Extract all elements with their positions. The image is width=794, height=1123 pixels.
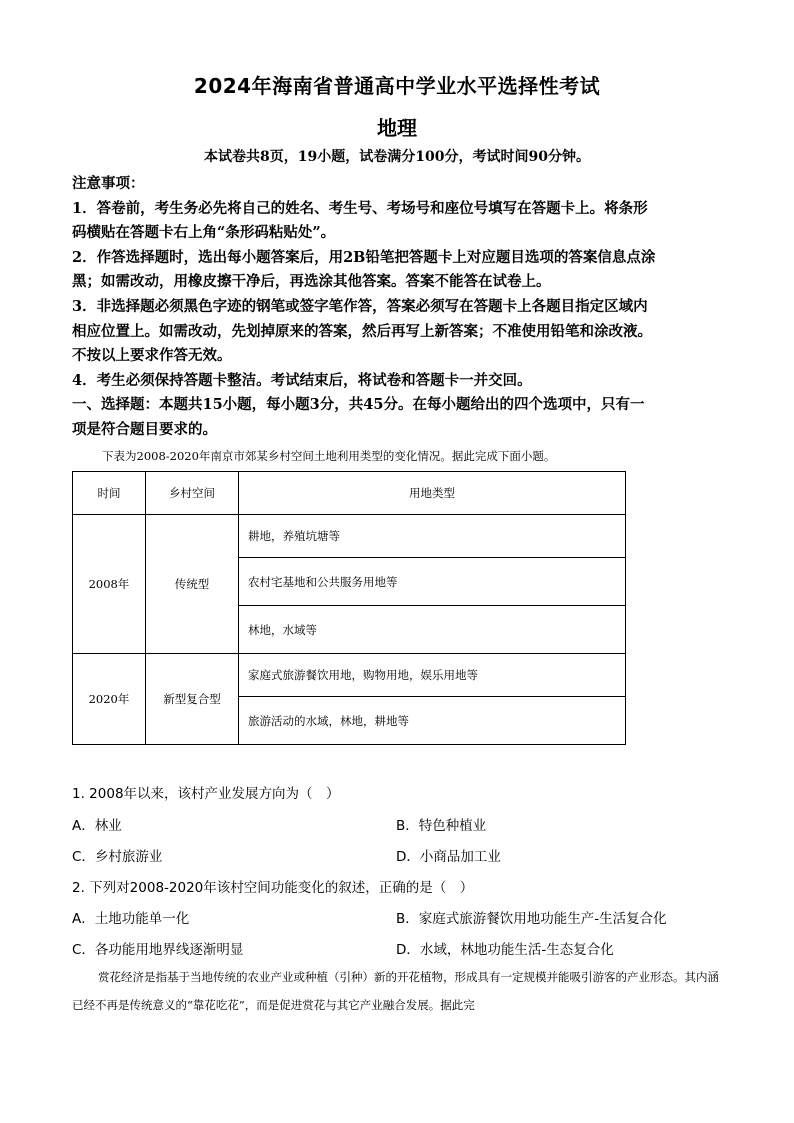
cell-use: 耕地，养殖坑塘等 <box>239 515 626 558</box>
section-heading: 一、选择题：本题共15小题，每小题3分，共45分。在每小题给出的四个选项中，只有一 <box>72 396 645 414</box>
cell-time: 2020年 <box>73 654 146 745</box>
notes-section <box>72 172 732 443</box>
cell-use: 林地，水域等 <box>239 606 626 654</box>
exam-info: 本试卷共8页，19小题，试卷满分100分，考试时间90分钟。 <box>204 149 590 165</box>
notes-line: 4．考生必须保持答题卡整洁。考试结束后，将试卷和答题卡一并交回。 <box>72 371 532 389</box>
option-c: C．乡村旅游业 <box>72 849 163 865</box>
table-row <box>73 515 626 558</box>
option-a: A．土地功能单一化 <box>72 911 190 927</box>
option-d: D．小商品加工业 <box>396 849 501 865</box>
header-use: 用地类型 <box>239 472 626 515</box>
notes-line: 不按以上要求作答无效。 <box>72 347 232 365</box>
reading-paragraph: 赏花经济是指基于当地传统的农业产业或种植（引种）新的开花植物，形成具有一定规模并能吸引游客的产业形态。其内涵已经不再是传统意义的“靠花吃花”，而是促进赏花与其它产业融合发展。据此完 <box>72 970 719 1012</box>
exam-title: 2024年海南省普通高中学业水平选择性考试 <box>193 74 601 98</box>
cell-use: 农村宅基地和公共服务用地等 <box>239 558 626 606</box>
question-stem: 1. 2008年以来，该村产业发展方向为（ ） <box>72 786 340 802</box>
table-header-row <box>73 472 626 515</box>
option-d: D．水域，林地功能生活-生态复合化 <box>396 942 614 958</box>
notes-line: 码横贴在答题卡右上角“条形码粘贴处”。 <box>72 224 336 242</box>
subject-title: 地理 <box>377 116 417 140</box>
option-a: A．林业 <box>72 818 122 834</box>
notes-line: 黑；如需改动，用橡皮擦干净后，再选涂其他答案。答案不能答在试卷上。 <box>72 273 551 291</box>
cell-space: 传统型 <box>146 515 239 654</box>
cell-space: 新型复合型 <box>146 654 239 745</box>
notes-line: 相应位置上。如需改动，先划掉原来的答案，然后再写上新答案；不准使用铅笔和涂改液。 <box>72 322 652 340</box>
notes-line: 3．非选择题必须黑色字迹的钢笔或签字笔作答，答案必须写在答题卡上各题目指定区域内 <box>72 297 648 315</box>
option-c: C．各功能用地界线逐渐明显 <box>72 942 244 958</box>
option-b: B．特色种植业 <box>396 818 487 834</box>
table-row <box>73 654 626 697</box>
header-space: 乡村空间 <box>146 472 239 515</box>
section-heading: 项是符合题目要求的。 <box>72 420 217 438</box>
question-stem: 2. 下列对2008-2020年该村空间功能变化的叙述，正确的是（ ） <box>72 880 474 896</box>
cell-use: 家庭式旅游餐饮用地，购物用地，娱乐用地等 <box>239 654 626 697</box>
notes-heading: 注意事项： <box>72 175 145 192</box>
cell-use: 旅游活动的水域，林地，耕地等 <box>239 697 626 745</box>
table-intro-text: 下表为2008-2020年南京市郊某乡村空间土地利用类型的变化情况。据此完成下面小题。 <box>102 449 556 463</box>
header-time: 时间 <box>73 472 146 515</box>
notes-line: 1．答卷前，考生务必先将自己的姓名、考生号、考场号和座位号填写在答题卡上。将条形 <box>72 199 648 217</box>
notes-line: 2．作答选择题时，选出每小题答案后，用2B铅笔把答题卡上对应题目选项的答案信息点涂 <box>72 248 656 266</box>
cell-time: 2008年 <box>73 515 146 654</box>
table-intro <box>72 448 712 464</box>
option-b: B．家庭式旅游餐饮用地功能生产-生活复合化 <box>396 911 667 927</box>
land-use-table <box>72 471 626 745</box>
